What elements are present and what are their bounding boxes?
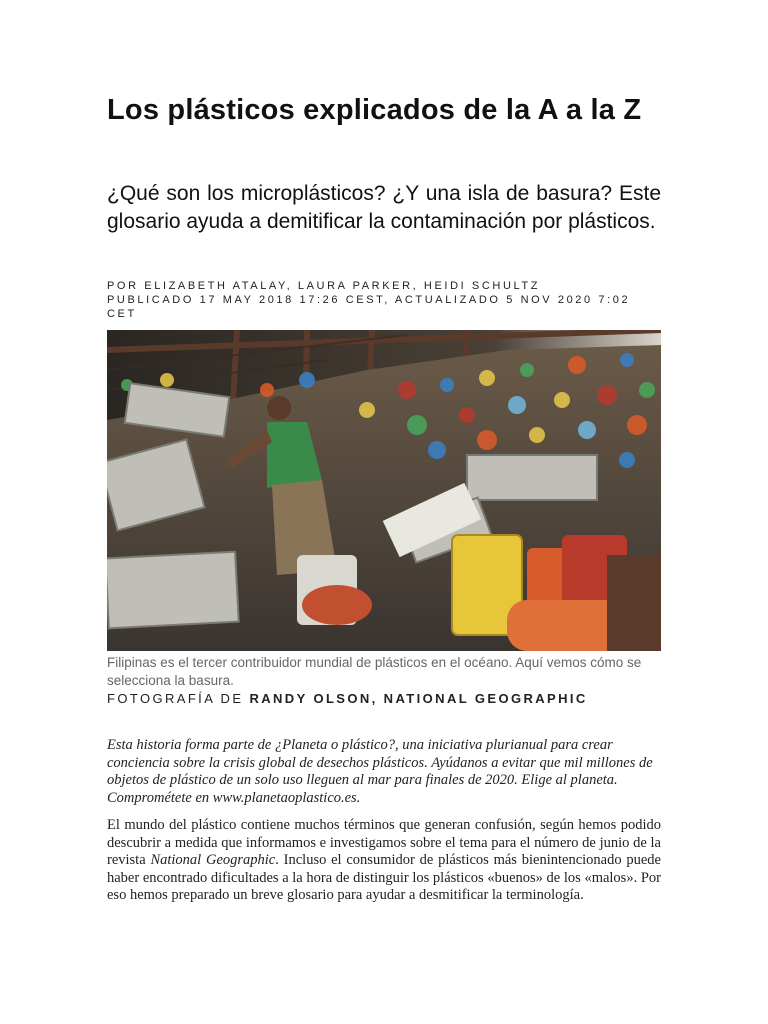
credit-prefix: FOTOGRAFÍA DE — [107, 691, 244, 706]
promo-lead: Esta historia forma parte de — [107, 737, 275, 753]
promo-end: . — [356, 789, 361, 806]
photo-credit — [107, 690, 661, 708]
byline-block — [107, 279, 661, 321]
article-title: Los plásticos explicados de la A a la Z — [107, 94, 642, 126]
authors: POR ELIZABETH ATALAY, LAURA PARKER, HEIDI SCHULTZ — [107, 280, 541, 292]
article-subtitle: ¿Qué son los microplásticos? ¿Y una isla de basura? Este glosario ayuda a demitificar la contaminación por plásticos. — [107, 182, 661, 233]
body-part-2: . Incluso el consumidor de plásticos más bienintencionado puede haber encontrado dificultades a la hora de distinguir los plásticos «buenos» de los «malos». Por eso hemos preparado un breve glosario para ayudar a desmitificar la terminología. — [107, 852, 661, 903]
publish-date: PUBLICADO 17 MAY 2018 17:26 CEST, ACTUALIZADO 5 NOV 2020 7:02 CET — [107, 294, 631, 320]
magazine-name: National Geographic — [150, 852, 276, 868]
promo-note — [107, 737, 661, 807]
body-paragraph — [107, 817, 661, 905]
credit-name: RANDY OLSON, NATIONAL GEOGRAPHIC — [249, 691, 588, 706]
promo-text: , una iniciativa plurianual para crear conciencia sobre la crisis global de desechos plásticos. Ayúdanos a evitar que mil millones de objetos de plástico de un solo uso lleguen al mar para finales de 2020. Elige al planeta. Comprométete en — [107, 737, 653, 806]
article-photo — [107, 330, 661, 651]
body-part-1: El mundo del plástico contiene muchos términos que generan confusión, según hemos podido descubrir a medida que informamos e investigamos sobre el tema para el número de junio de la revista — [107, 817, 661, 868]
campaign-link[interactable]: ¿Planeta o plástico? — [274, 737, 395, 753]
campaign-url-link[interactable]: www.planetaoplastico.es — [212, 789, 357, 806]
recycling-plant-photo — [107, 330, 661, 651]
photo-caption: Filipinas es el tercer contribuidor mundial de plásticos en el océano. Aquí vemos cómo se selecciona la basura. — [107, 655, 642, 688]
